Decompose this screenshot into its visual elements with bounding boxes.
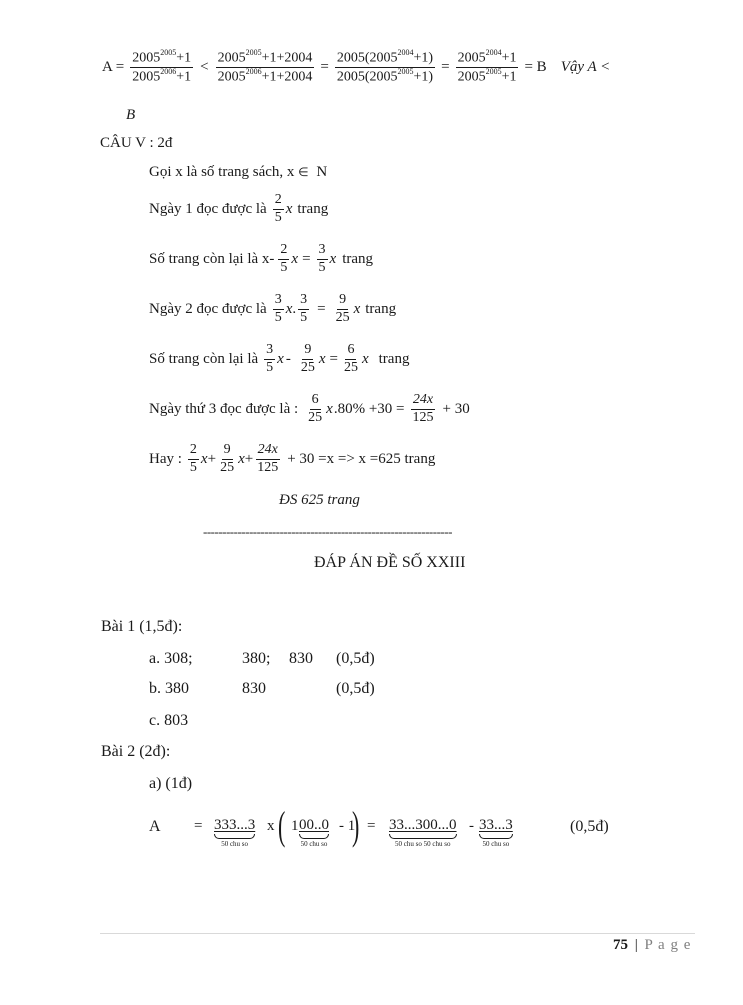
cau5-line4: Ngày 2 đọc được là $\frac{3}{5}$ x . $\frac{3}{5}$ = $\frac{9}{25}$ x trang	[149, 292, 397, 325]
equals-b: = B	[524, 59, 547, 76]
cau5-answer: ĐS 625 trang	[279, 492, 360, 508]
top-equation	[102, 50, 610, 86]
b-wrap: B	[126, 107, 136, 123]
a-lhs: A =	[102, 59, 125, 76]
section-title: ĐÁP ÁN ĐỀ SỐ XXIII	[314, 554, 466, 571]
fraction-2: $\frac{2005^{2005}+1+2004}{2005^{2006}+1+2004}$	[217, 48, 313, 85]
page-separator: |	[634, 937, 638, 953]
page-number: 75	[613, 937, 628, 953]
bai2-expression: A = 333...3 50 chu so x ( 1 00..0 50 chu so - 1 ) = 33...300...0 50 chu so 50 chu so - 33...3 50 chu so (0,5đ)	[149, 803, 609, 848]
bai1-a: a. 308; 380; 830 (0,5đ)	[149, 650, 375, 667]
bai1-c: c. 803	[149, 712, 189, 729]
bai2-a-heading: a) (1đ)	[149, 775, 193, 792]
cau5-line3: Số trang còn lại là x- $\frac{2}{5}$ x = $\frac{3}{5}$ x trang	[149, 242, 374, 275]
cau5-line5: Số trang còn lại là $\frac{3}{5}$ x - $\frac{9}{25}$ x = $\frac{6}{25}$ x trang	[149, 342, 410, 375]
page-word: P a g e	[644, 937, 692, 953]
bai1-b: b. 380 830 (0,5đ)	[149, 680, 375, 697]
equals-2: =	[441, 59, 450, 76]
cau5-line2: Ngày 1 đọc được là $\frac{2}{5}$ x trang	[149, 192, 329, 225]
cau5-line7: Hay : $\frac{2}{5}$ x + $\frac{9}{25}$ x + $\frac{24x}{125}$ + 30 =x => x =625 trang	[149, 442, 436, 475]
bai2-heading: Bài 2 (2đ):	[101, 743, 171, 760]
less-than: <	[200, 59, 209, 76]
dashed-divider: -----------------------------------------------------------------	[203, 524, 452, 539]
equals-1: =	[320, 59, 329, 76]
cau5-line1: Gọi x là số trang sách, x ∈ N	[149, 164, 328, 180]
fraction-1: $\frac{2005^{2005}+1}{2005^{2006}+1}$	[132, 48, 192, 85]
cau5-line6: Ngày thứ 3 đọc được là : $\frac{6}{25}$ x .80% +30 = $\frac{24x}{125}$ + 30	[149, 392, 470, 425]
footer-rule	[100, 933, 695, 934]
page-footer	[613, 937, 691, 954]
bai1-heading: Bài 1 (1,5đ):	[101, 618, 183, 635]
element-of-symbol: ∈	[298, 165, 309, 179]
conclusion: Vậy A <	[560, 59, 611, 76]
fraction-3: $\frac{2005(2005^{2004}+1)}{2005(2005^{2005}+1)}$	[336, 48, 434, 85]
fraction-4: $\frac{2005^{2004}+1}{2005^{2005}+1}$	[457, 48, 517, 85]
cau5-heading: CÂU V : 2đ	[100, 135, 173, 151]
